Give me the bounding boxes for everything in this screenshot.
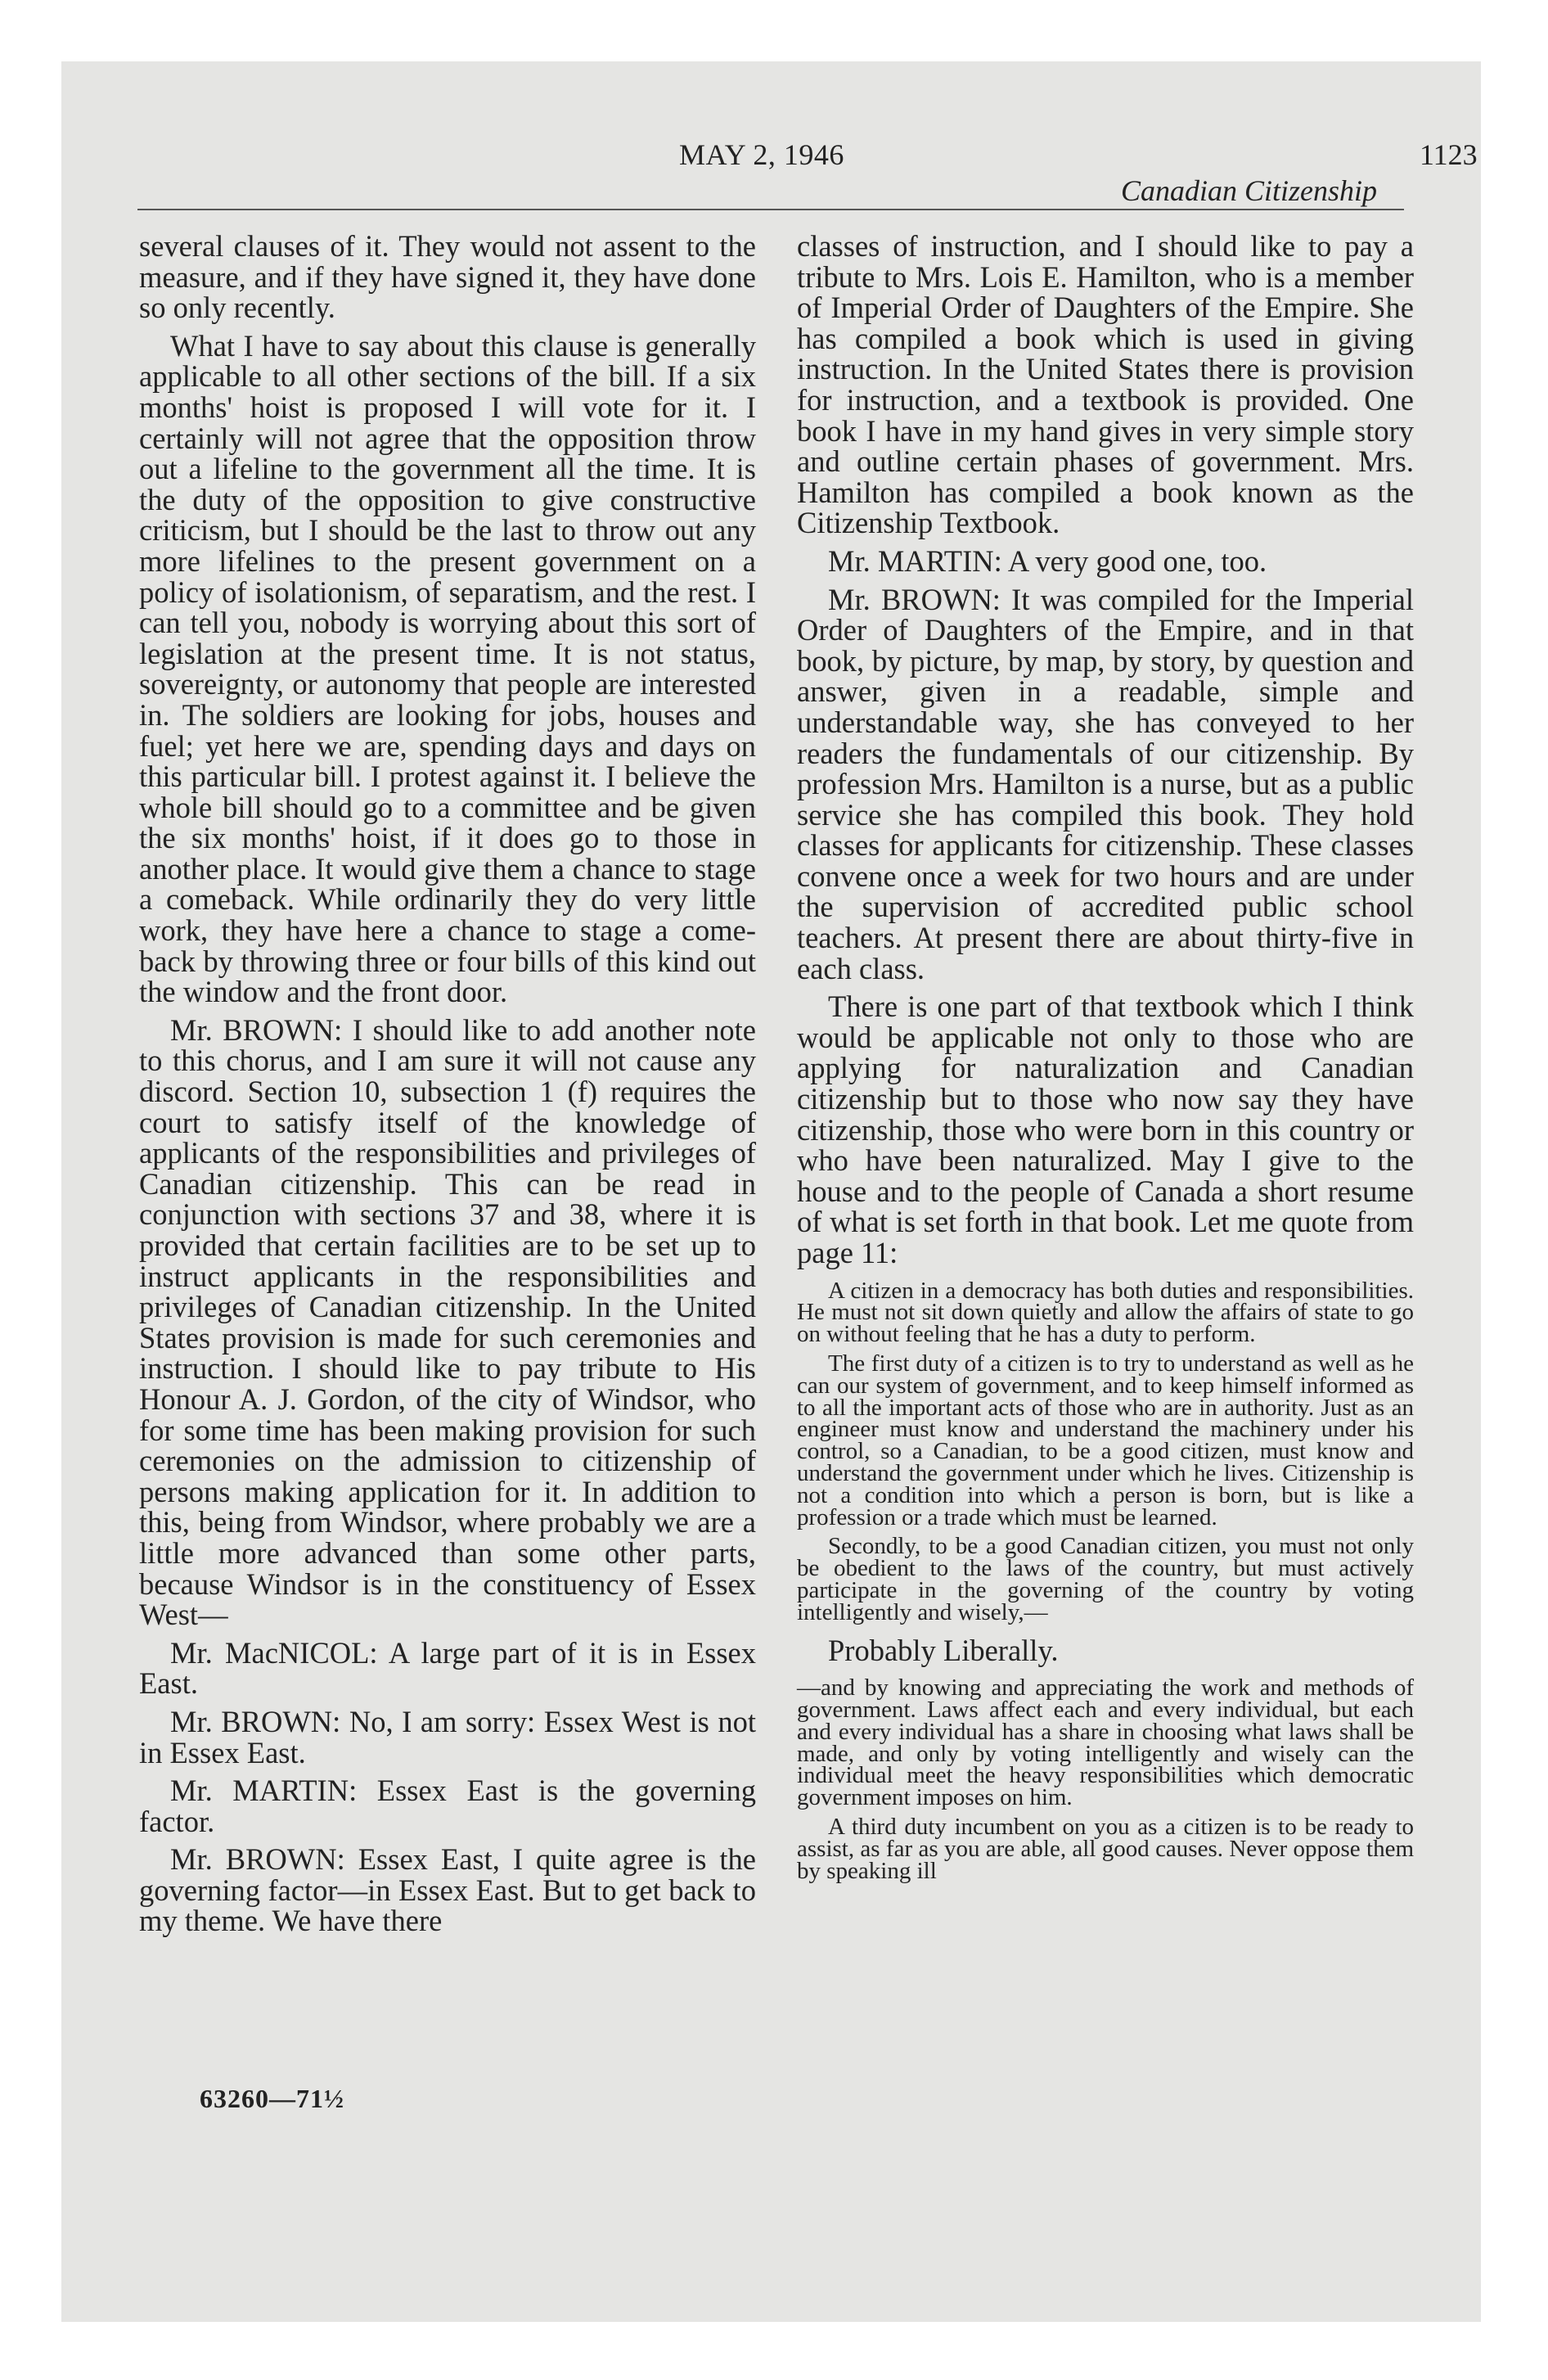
footer-signature: 63260—71½ [200,2084,344,2113]
paragraph: There is one part of that textbook which I think would be applicable not only to those who are applying for naturalization and Canadian citizenship but to those who now say they have citizenship, those who were born in this country or who have been naturalized. May I give to the house and to the people of Canada a short resume of what is set forth in that book. Let me quote from page 11: [797,989,1414,1269]
paragraph: Mr. BROWN: It was compiled for the Imperial Order of Daughters of the Empire, and in that book, by picture, by map, by story, by question and answer, given in a readable, simple and understandable way, she has conveyed to her readers the fundamentals of our citizenship. By profession Mrs. Hamilton is a nurse, but as a public service she has compiled this book. They hold classes for applicants for citizenship. These classes convene once a week for two hours and are under the supervision of accredited public school teachers. At present there are about thirty-five in each class. [797,582,1414,985]
quotation-paragraph: —and by knowing and appreciating the work and methods of government. Laws affect each and every individual, but each and every individual has a share in choosing what laws shall be made, and only by voting intelligently and wisely can the individual meet the heavy responsibilities which democratic government imposes on him. [797,1675,1414,1811]
block-quotation [797,1277,1414,1625]
paragraph: Mr. BROWN: Essex East, I quite agree is the governing factor—in Essex East. But to get back to my theme. We have there [139,1842,756,1938]
quotation-paragraph: A third duty incumbent on you as a citizen is to be ready to assist, as far as you are able, all good causes. Never oppose them by speaking ill [797,1813,1414,1884]
section-title: Canadian Citizenship [1121,174,1378,207]
paragraph: What I have to say about this clause is generally applicable to all other sections of the bill. If a six months' hoist is proposed I will vote for it. I certainly will not agree that the opposition throw out a lifeline to the government all the time. It is the duty of the opposition to give constructive criticism, but I should be the last to throw out any more lifelines to the present government on a policy of isolationism, of separatism, and the rest. I can tell you, nobody is worrying about this sort of legislation at the present time. It is not status, sovereignty, or autonomy that people are interested in. The soldiers are looking for jobs, houses and fuel; yet here we are, spending days and days on this particular bill. I protest against it. I believe the whole bill should go to a committee and be given the six months' hoist, if it does go to those in another place. It would give them a chance to stage a comeback. While ordinarily they do very little work, they have here a chance to stage a come-back by throwing three or four bills of this kind out the window and the front door. [139,328,756,1009]
quotation-paragraph: A citizen in a democracy has both duties and responsibilities. He must not sit down quietly and allow the affairs of state to go on without feeling that he has a duty to perform. [797,1277,1414,1348]
quotation-paragraph: Secondly, to be a good Canadian citizen, you must not only be obedient to the laws of the country, but must actively participate in the governing of the country by voting intelligently and wisely,— [797,1533,1414,1625]
left-column [139,231,756,1936]
paragraph: several clauses of it. They would not assent to the measure, and if they have signed it, they have done so only recently. [139,229,756,325]
header-rule [137,209,1404,210]
paragraph: classes of instruction, and I should like to pay a tribute to Mrs. Lois E. Hamilton, who is a member of Imperial Order of Daughters of the Empire. She has compiled a book which is used in giving instruction. In the United States there is provision for instruction, and a textbook is provided. One book I have in my hand gives in very simple story and outline certain phases of government. Mrs. Hamilton has compiled a book known as the Citizenship Textbook. [797,229,1414,540]
page-number: 1123 [1420,138,1478,171]
header-date: MAY 2, 1946 [679,138,844,171]
paragraph: Mr. MARTIN: A very good one, too. [828,543,1267,578]
interjection: Probably Liberally. [828,1633,1059,1667]
quotation-paragraph: The first duty of a citizen is to try to understand as well as he can our system of government, and to keep himself informed as to all the important acts of those who are in authority. Just as an engineer must know and understand the machinery under his control, so a Canadian, to be a good citizen, must know and understand the government under which he lives. Citizenship is not a condition into which a person is born, but is like a profession or a trade which must be learned. [797,1350,1414,1530]
paragraph: Mr. MARTIN: Essex East is the governing factor. [139,1774,756,1838]
paragraph: Mr. BROWN: I should like to add another note to this chorus, and I am sure it will not cause any discord. Section 10, subsection 1 (f) requires the court to satisfy itself of the knowledge of applicants of the responsibilities and privileges of Canadian citizenship. This can be read in conjunction with sections 37 and 38, where it is provided that certain facilities are to be set up to instruct applicants in the responsibilities and privileges of Canadian citizenship. In the United States provision is made for such ceremonies and instruction. I should like to pay tribute to His Honour A. J. Gordon, of the city of Windsor, who for some time has been making provision for such ceremonies on the admission to citizenship of persons making application for it. In addition to this, being from Windsor, where probably we are a little more advanced than some other parts, because Windsor is in the constituency of Essex West— [139,1012,756,1632]
paragraph: Mr. BROWN: No, I am sorry: Essex West is not in Essex East. [139,1704,756,1769]
right-column [797,231,1414,1882]
paragraph: Mr. MacNICOL: A large part of it is in Essex East. [139,1635,756,1701]
block-quotation [797,1677,1414,1882]
